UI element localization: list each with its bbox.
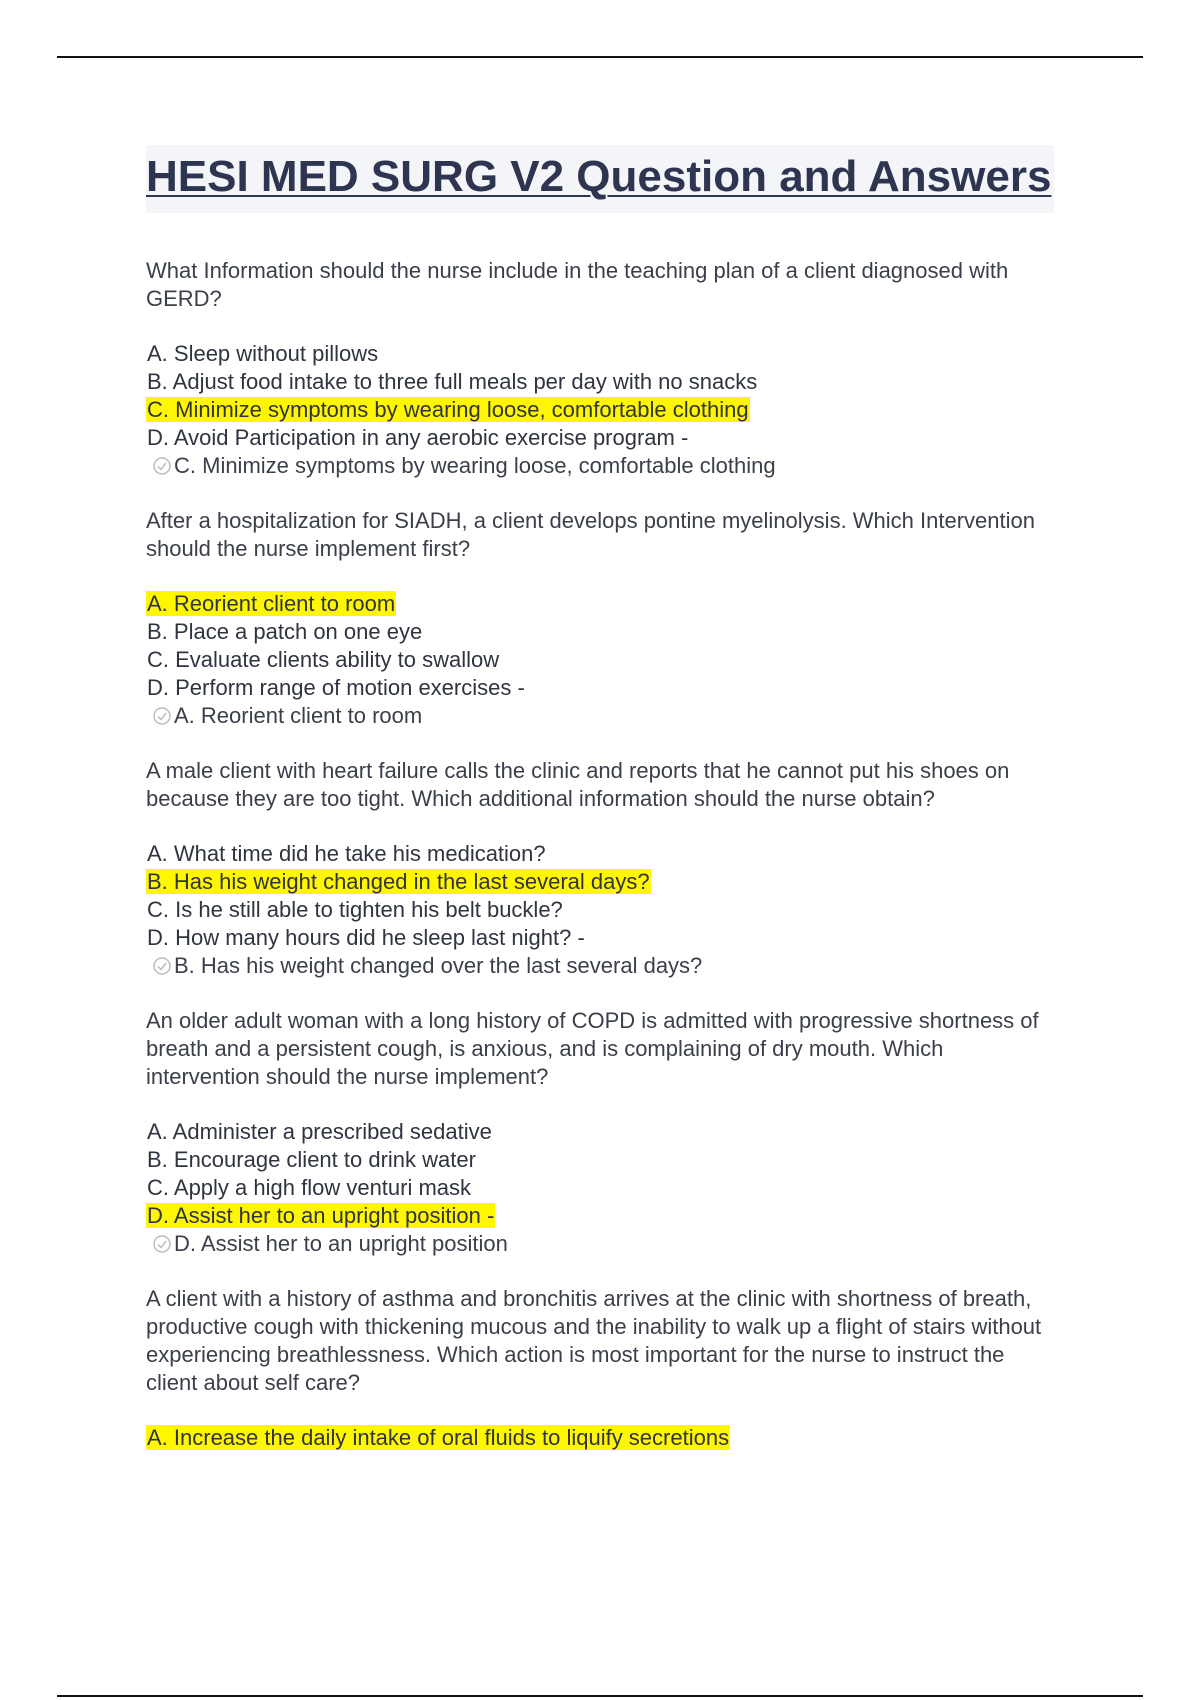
check-circle-icon — [152, 956, 172, 976]
option-text: A. Reorient client to room — [147, 591, 396, 616]
question-text: What Information should the nurse include in the teaching plan of a client diagnosed with GERD? — [146, 258, 1009, 311]
highlighted-option — [146, 396, 1054, 424]
answer-line — [146, 1230, 1054, 1258]
title-block — [146, 145, 1054, 213]
option-text: A. Increase the daily intake of oral fluids to liquify secretions — [147, 1425, 730, 1450]
option-item — [146, 840, 1054, 868]
question-block — [146, 257, 1054, 480]
option-text: A. Administer a prescribed sedative — [147, 1119, 492, 1144]
bottom-rule — [57, 1695, 1143, 1697]
options-list — [146, 340, 1054, 452]
question-block — [146, 1285, 1054, 1452]
option-item — [146, 340, 1054, 368]
option-item — [146, 896, 1054, 924]
option-item — [146, 1118, 1054, 1146]
options-list — [146, 840, 1054, 952]
highlighted-option — [146, 868, 1054, 896]
question-text: After a hospitalization for SIADH, a client develops pontine myelinolysis. Which Intervention should the nurse implement first? — [146, 508, 1035, 561]
answer-line — [146, 452, 1054, 480]
check-circle-icon — [152, 706, 172, 726]
option-text: D. How many hours did he sleep last night? - — [147, 925, 585, 950]
question-text: A client with a history of asthma and bronchitis arrives at the clinic with shortness of breath, productive cough with thickening mucous and the inability to walk up a flight of stairs without experiencing breathlessness. Which action is most important for the nurse to instruct the client about self care? — [146, 1286, 1042, 1395]
options-list — [146, 1118, 1054, 1230]
option-text: B. Has his weight changed in the last several days? — [147, 869, 650, 894]
highlighted-option — [146, 1202, 1054, 1230]
option-text: B. Adjust food intake to three full meals per day with no snacks — [147, 369, 758, 394]
question-block — [146, 1007, 1054, 1258]
option-text: D. Perform range of motion exercises - — [147, 675, 525, 700]
question-block — [146, 507, 1054, 730]
option-text: A. Sleep without pillows — [147, 341, 379, 366]
top-rule — [57, 56, 1143, 58]
question-block — [146, 757, 1054, 980]
answer-text: D. Assist her to an upright position — [174, 1231, 508, 1256]
option-text: D. Avoid Participation in any aerobic exercise program - — [147, 425, 689, 450]
option-text: B. Encourage client to drink water — [147, 1147, 476, 1172]
option-text: C. Apply a high flow venturi mask — [147, 1175, 472, 1200]
option-item — [146, 424, 1054, 452]
check-circle-icon — [152, 456, 172, 476]
option-item — [146, 368, 1054, 396]
answer-text: A. Reorient client to room — [174, 703, 423, 728]
question-text: A male client with heart failure calls the clinic and reports that he cannot put his shoes on because they are too tight. Which additional information should the nurse obtain? — [146, 758, 1010, 811]
answer-text: C. Minimize symptoms by wearing loose, comfortable clothing — [174, 453, 776, 478]
option-text: C. Is he still able to tighten his belt buckle? — [147, 897, 563, 922]
question-list — [146, 257, 1054, 1452]
option-item — [146, 674, 1054, 702]
option-text: C. Minimize symptoms by wearing loose, comfortable clothing — [147, 397, 749, 422]
question-text: An older adult woman with a long history of COPD is admitted with progressive shortness of breath and a persistent cough, is anxious, and is complaining of dry mouth. Which intervention should the nurse implement? — [146, 1008, 1039, 1089]
check-circle-icon — [152, 1234, 172, 1254]
option-item — [146, 646, 1054, 674]
options-list — [146, 1424, 1054, 1452]
document-content — [146, 145, 1054, 1479]
option-item — [146, 1174, 1054, 1202]
answer-text: B. Has his weight changed over the last several days? — [174, 953, 703, 978]
option-text: D. Assist her to an upright position - — [147, 1203, 495, 1228]
option-text: A. What time did he take his medication? — [147, 841, 546, 866]
highlighted-option — [146, 590, 1054, 618]
option-text: B. Place a patch on one eye — [147, 619, 423, 644]
options-list — [146, 590, 1054, 702]
option-item — [146, 924, 1054, 952]
option-text: C. Evaluate clients ability to swallow — [147, 647, 500, 672]
highlighted-option — [146, 1424, 1054, 1452]
document-title: HESI MED SURG V2 Question and Answers — [146, 152, 1052, 201]
answer-line — [146, 702, 1054, 730]
option-item — [146, 1146, 1054, 1174]
answer-line — [146, 952, 1054, 980]
option-item — [146, 618, 1054, 646]
